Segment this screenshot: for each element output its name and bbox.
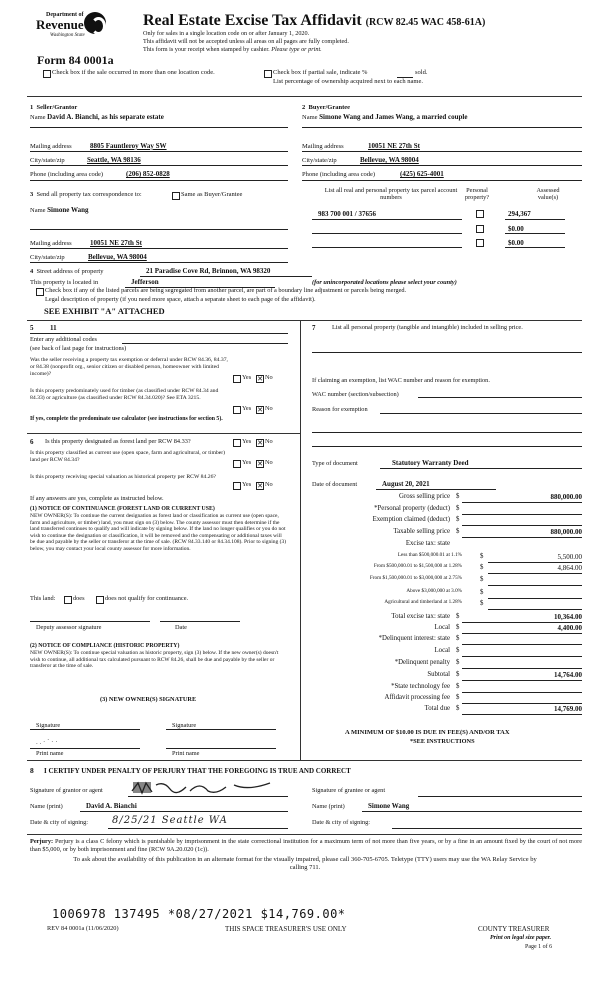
forest-yes-checkbox[interactable] — [233, 439, 241, 447]
exemption-no-label: No — [265, 374, 273, 381]
tax-row-dollar: $ — [480, 576, 484, 583]
tax-row-value[interactable]: 10,364.00 — [554, 613, 582, 621]
tax-row-dollar: $ — [480, 564, 484, 571]
tax-row-dollar: $ — [456, 528, 460, 535]
forest-no-checkbox[interactable]: ✕ — [257, 439, 263, 447]
parcel-value-3[interactable]: $0.00 — [508, 239, 524, 247]
dor-logo-icon — [84, 12, 106, 34]
partial-sale-label: Check box if partial sale, indicate % — [273, 69, 368, 76]
section7-number: 7 — [312, 324, 316, 332]
buyer-city[interactable]: Bellevue, WA 98004 — [360, 156, 419, 164]
timber-no-checkbox[interactable]: ✕ — [257, 406, 263, 414]
multi-location-label: Check box if the sale occurred in more than one location code. — [52, 69, 215, 76]
buyer-name-row: Name Simone Wang and James Wang, a married couple — [302, 113, 468, 121]
grantor-name-label: Name (print) — [30, 803, 63, 810]
tax-row-label: *Delinquent penalty — [394, 659, 450, 666]
parcel-personal-checkbox-3[interactable] — [476, 239, 484, 247]
tax-row-label: From $1,500,000.01 to $3,000,000 at 2.75% — [369, 575, 462, 581]
timber-yes-label: Yes — [242, 405, 252, 412]
seller-mailing[interactable]: 8805 Fauntleroy Way SW — [90, 142, 167, 150]
grantee-print-name[interactable]: Simone Wang — [368, 802, 410, 810]
wac-claim-label: If claiming an exemption, list WAC number and reason for exemption. — [312, 377, 490, 384]
tax-row-label: Total due — [424, 705, 450, 712]
predominate-use-note: If yes, complete the predominate use calculator (see instructions for section 5). — [30, 416, 223, 422]
perjury-statement: Perjury: Perjury is a class C felony which is punishable by imprisonment in the state correctional institution for a maximum term of not more than five years, or by a fine in an amount fixed by the court of not more than $5,000, or by both imprisonment and fine (RCW 9A.20.020 (1c)). — [30, 838, 582, 854]
header-note-1: Only for sales in a single location code on or after January 1, 2020. — [143, 30, 310, 37]
tax-row-dollar: $ — [456, 659, 460, 666]
grantee-signature-label: Signature of grantee or agent — [312, 787, 386, 794]
tax-row-dollar: $ — [456, 505, 460, 512]
see-instructions-note: *SEE INSTRUCTIONS — [410, 738, 475, 745]
doc-date-label: Date of document — [312, 481, 358, 488]
agency-state: Washington State — [50, 33, 85, 38]
tax-row-value[interactable]: 14,764.00 — [554, 671, 582, 679]
exemption-yes-label: Yes — [242, 374, 252, 381]
corr-mailing[interactable]: 10051 NE 27th St — [90, 239, 142, 247]
tax-row-dollar: $ — [456, 671, 460, 678]
tax-row-dollar: $ — [456, 647, 460, 654]
tax-row-dollar: $ — [456, 683, 460, 690]
timber-yes-checkbox[interactable] — [233, 406, 241, 414]
parcel-value-1[interactable]: 294,367 — [508, 210, 531, 218]
tax-row-dollar: $ — [456, 613, 460, 620]
property-county[interactable]: Jefferson — [131, 278, 159, 286]
tax-row-label: Taxable selling price — [393, 528, 450, 535]
forest-question: Is this property designated as forest land per RCW 84.33? — [45, 438, 191, 445]
tax-row-label: Local — [434, 647, 450, 654]
wac-number-label: WAC number (section/subsection) — [312, 391, 399, 398]
grantee-date-city-label: Date & city of signing: — [312, 819, 371, 826]
section5-number: 5 — [30, 324, 34, 332]
owner1-print-name-label: Print name — [36, 750, 64, 757]
section8-number: 8 — [30, 766, 34, 775]
seller-heading: 1 Seller/Grantor — [30, 104, 78, 111]
corr-name-row: Name Simone Wang — [30, 206, 89, 214]
grantee-name-label: Name (print) — [312, 803, 345, 810]
tax-row-label: Total excise tax: state — [391, 613, 450, 620]
grantor-print-name[interactable]: David A. Bianchi — [86, 802, 137, 810]
tax-row-value[interactable]: 5,500.00 — [557, 553, 582, 561]
parcel-header-assessed: Assessed value(s) — [536, 187, 560, 202]
property-street[interactable]: 21 Paradise Cove Rd, Brinnon, WA 98320 — [146, 267, 271, 275]
tax-row-dollar: $ — [456, 624, 460, 631]
grantor-signature[interactable] — [130, 779, 280, 797]
legal-description-label: Legal description of property (if you need more space, attach a separate sheet to each page of the affidavit). — [45, 296, 316, 303]
current-use-no-checkbox[interactable]: ✕ — [257, 460, 263, 468]
tax-row-label: *Personal property (deduct) — [374, 505, 450, 512]
parcel-number-1[interactable]: 983 700 001 / 37656 — [318, 210, 376, 218]
if-yes-note: If any answers are yes, complete as instructed below. — [30, 495, 164, 502]
see-back-label: (see back of last page for instructions) — [30, 345, 127, 352]
tax-row-label: Local — [434, 624, 450, 631]
form-title: Real Estate Excise Tax Affidavit (RCW 82.45 WAC 458-61A) — [143, 12, 486, 29]
land-use-code[interactable]: 11 — [50, 324, 57, 332]
property-located-label: This property is located in — [30, 279, 99, 286]
tax-row-label: Exemption claimed (deduct) — [372, 516, 450, 523]
property-street-label: 4 Street address of property — [30, 268, 104, 275]
tax-row-value[interactable]: 4,864.00 — [557, 564, 582, 572]
tax-row-dollar: $ — [456, 705, 460, 712]
legal-paper-note: Print on legal size paper. — [490, 935, 552, 941]
land-does-label: does — [73, 595, 85, 602]
certify-statement: I CERTIFY UNDER PENALTY OF PERJURY THAT THE FOREGOING IS TRUE AND CORRECT — [44, 767, 351, 775]
agency-dept: Department of — [46, 12, 84, 18]
compliance-title: (2) NOTICE OF COMPLIANCE (HISTORIC PROPERTY) — [30, 643, 180, 649]
partial-sold-label: sold. — [415, 69, 428, 76]
minimum-due-note: A MINIMUM OF $10.00 IS DUE IN FEE(S) AND/OR TAX — [345, 729, 510, 736]
parcel-personal-checkbox-2[interactable] — [476, 225, 484, 233]
historic-yes-checkbox[interactable] — [233, 482, 241, 490]
exhibit-a[interactable]: SEE EXHIBIT "A" ATTACHED — [44, 306, 165, 316]
buyer-mailing-label: Mailing address — [302, 143, 344, 150]
deputy-date-label: Date — [175, 624, 187, 631]
buyer-phone-label: Phone (including area code) — [302, 171, 376, 178]
form-number: Form 84 0001a — [37, 53, 114, 67]
agency-name: Revenue — [36, 17, 84, 32]
tax-row-label: Excise tax: state — [405, 540, 450, 547]
owner2-print-name-label: Print name — [172, 750, 200, 757]
buyer-heading: 2 Buyer/Grantee — [302, 104, 351, 111]
land-does-not-label: does not qualify for continuance. — [105, 595, 189, 602]
tax-row-value[interactable]: 880,000.00 — [550, 528, 582, 536]
this-land-label: This land: — [30, 595, 56, 602]
segregated-checkbox[interactable] — [36, 288, 44, 296]
same-as-buyer-label: Same as Buyer/Grantee — [181, 191, 243, 198]
parcel-value-2[interactable]: $0.00 — [508, 225, 524, 233]
owner1-signature-label: Signature — [36, 722, 61, 729]
corr-name[interactable]: Simone Wang — [47, 206, 89, 214]
grantor-date-city[interactable]: 8/25/21 Seattle WA — [112, 815, 228, 826]
unincorporated-note: (for unincorporated locations please select your county) — [312, 279, 457, 286]
grantor-signature-label: Signature of grantor or agent — [30, 787, 103, 794]
tax-row-value[interactable]: 4,400.00 — [557, 624, 582, 632]
county-treasurer-label: COUNTY TREASURER — [478, 925, 550, 933]
tax-row-label: Gross selling price — [399, 493, 450, 500]
historic-yes-label: Yes — [242, 481, 252, 488]
parcel-header-list: List all real and personal property tax parcel account numbers — [324, 187, 458, 202]
land-does-not-checkbox[interactable] — [96, 596, 104, 604]
tax-row-label: *State technology fee — [391, 683, 450, 690]
additional-codes-label: Enter any additional codes — [30, 336, 97, 343]
exemption-yes-checkbox[interactable] — [233, 375, 241, 383]
corr-mailing-label: Mailing address — [30, 240, 72, 247]
multi-location-checkbox[interactable] — [43, 70, 51, 78]
tax-row-label: Agricultural and timberland at 1.28% — [384, 599, 462, 605]
owner1-signature-mark: . . · ´ · · — [36, 738, 58, 746]
doc-type[interactable]: Statutory Warranty Deed — [392, 459, 469, 467]
historic-no-checkbox[interactable]: ✕ — [257, 482, 263, 490]
buyer-phone[interactable]: (425) 625-4001 — [400, 170, 444, 178]
tax-row-dollar: $ — [480, 553, 484, 560]
current-use-yes-checkbox[interactable] — [233, 460, 241, 468]
tax-row-value[interactable]: 14,769.00 — [554, 705, 582, 713]
alt-format-note: To ask about the availability of this publication in an alternate format for the visually impaired, please call 360-705-6705. Teletype (TTY) users may use the WA Relay Service by calling 711. — [73, 856, 537, 872]
current-use-question: Is this property classified as current use (open space, farm and agricultural, or timber) land per RCW 84.34? — [30, 450, 226, 463]
header-note-2: This affidavit will not be accepted unless all areas on all pages are fully completed. — [143, 38, 349, 45]
continuance-body: NEW OWNER(S): To continue the current designation as forest land or classification as current use (open space, farm and agriculture, or timber) land, you must sign on (3) below. The county assessor must then determine if the land transferred continues to qualify and will indicate by signing below. If the land no longer qualifies or you do not wish to continue the designation or classification, it will be removed and the compensating or additional taxes will be due and payable by the seller or transferor at the time of sale. (RCW 84.33.140 or 84.34.108). Prior to signing (3) below, you may contact your local county assessor for more information. — [30, 513, 287, 552]
tax-row-dollar: $ — [456, 694, 460, 701]
personal-property-label: List all personal property (tangible and intangible) included in selling price. — [332, 324, 523, 331]
tax-row-label: *Delinquent interest: state — [378, 635, 450, 642]
tax-row-value[interactable]: 880,000.00 — [550, 493, 582, 501]
parcel-personal-checkbox-1[interactable] — [476, 210, 484, 218]
tax-row-label: From $500,000.01 to $1,500,000 at 1.28% — [373, 563, 462, 569]
owner2-signature-label: Signature — [172, 722, 197, 729]
seller-city[interactable]: Seattle, WA 98136 — [87, 156, 141, 164]
treasurer-stamp: 1006978 137495 *08/27/2021 $14,769.00* — [52, 907, 346, 921]
reason-label: Reason for exemption — [312, 406, 368, 413]
tax-row-dollar: $ — [480, 600, 484, 607]
current-use-yes-label: Yes — [242, 459, 252, 466]
buyer-mailing[interactable]: 10051 NE 27th St — [368, 142, 420, 150]
corr-city[interactable]: Bellevue, WA 98004 — [88, 253, 147, 261]
seller-name-row: Name David A. Bianchi, as his separate estate — [30, 113, 164, 121]
current-use-no-label: No — [265, 459, 273, 466]
correspondence-label: 3 Send all property tax correspondence to: — [30, 191, 142, 198]
historic-no-label: No — [265, 481, 273, 488]
deputy-signature-label: Deputy assessor signature — [36, 624, 102, 631]
partial-list-label: List percentage of ownership acquired next to each name. — [273, 78, 423, 85]
corr-city-label: City/state/zip — [30, 254, 65, 261]
exemption-question: Was the seller receiving a property tax exemption or deferral under RCW 84.36, 84.37, or 84.38 (nonprofit org., senior citizen or disabled person, homeowner with limited income)? — [30, 357, 228, 377]
seller-name[interactable]: David A. Bianchi, as his separate estate — [47, 113, 164, 121]
new-owner-signature-title: (3) NEW OWNER(S) SIGNATURE — [100, 696, 197, 703]
doc-date[interactable]: August 20, 2021 — [382, 480, 430, 488]
tax-row-dollar: $ — [480, 589, 484, 596]
buyer-city-label: City/state/zip — [302, 157, 337, 164]
revision-label: REV 84 0001a (11/06/2020) — [47, 925, 119, 932]
seller-mailing-label: Mailing address — [30, 143, 72, 150]
same-as-buyer-checkbox[interactable] — [172, 192, 180, 200]
treasurer-use-label: THIS SPACE TREASURER'S USE ONLY — [225, 925, 347, 933]
partial-sale-checkbox[interactable] — [264, 70, 272, 78]
timber-question: Is this property predominately used for timber (as classified under RCW 84.34 and 84.33) or agriculture (as classified under RCW 84.34.020)? See ETA 3215. — [30, 388, 219, 401]
tax-row-label: Above $3,000,000 at 3.0% — [406, 588, 462, 594]
doc-type-label: Type of document — [312, 460, 358, 467]
tax-row-label: Subtotal — [427, 671, 450, 678]
forest-no-label: No — [265, 438, 273, 445]
historic-question: Is this property receiving special valuation as historical property per RCW 84.26? — [30, 474, 216, 480]
compliance-body: NEW OWNER(S): To continue special valuation as historic property, sign (3) below. If the new owner(s) doesn't wish to continue, all additional tax calculated pursuant to RCW 84.26, shall be due and payable by the seller or transferor at the time of sale. — [30, 650, 279, 670]
continuance-title: (1) NOTICE OF CONTINUANCE (FOREST LAND OR CURRENT USE) — [30, 506, 215, 512]
tax-row-label: Less than $500,000.01 at 1.1% — [397, 552, 462, 558]
page-number: Page 1 of 6 — [525, 944, 553, 950]
segregated-label: Check box if any of the listed parcels are being segregated from another parcel, are part of a boundary line adjustment or parcels being merged. — [45, 287, 407, 294]
tax-row-label: Affidavit processing fee — [384, 694, 450, 701]
tax-row-dollar: $ — [456, 635, 460, 642]
land-does-checkbox[interactable] — [64, 596, 72, 604]
forest-yes-label: Yes — [242, 438, 252, 445]
tax-row-dollar: $ — [456, 493, 460, 500]
grantor-date-city-label: Date & city of signing: — [30, 819, 89, 826]
header-note-3: This form is your receipt when stamped by cashier. Please type or print. — [143, 46, 322, 53]
section6-number: 6 — [30, 438, 34, 446]
tax-row-dollar: $ — [456, 516, 460, 523]
exemption-no-checkbox[interactable]: ✕ — [257, 375, 263, 383]
timber-no-label: No — [265, 405, 273, 412]
parcel-header-personal: Personal property? — [464, 187, 490, 202]
seller-phone-label: Phone (including area code) — [30, 171, 104, 178]
seller-city-label: City/state/zip — [30, 157, 65, 164]
seller-phone[interactable]: (206) 852-0828 — [126, 170, 170, 178]
buyer-name[interactable]: Simone Wang and James Wang, a married couple — [319, 113, 468, 121]
